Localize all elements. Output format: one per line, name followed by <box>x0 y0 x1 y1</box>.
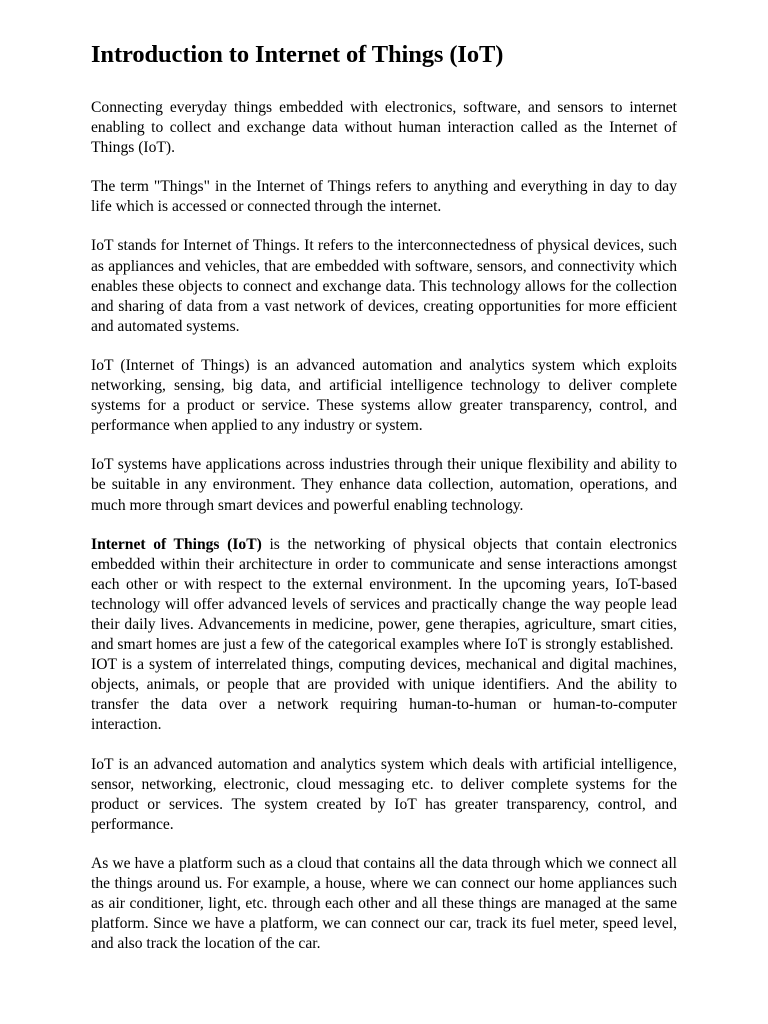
paragraph-networking-objects-text: is the networking of physical objects that contain electronics embedded within their architecture in order to communicate and sense interactions amongst each other or with respect to the external environment. In the upcoming years, IoT-based technology will offer advanced levels of services and practically change the way people lead their daily lives. Advancements in medicine, power, gene therapies, agriculture, smart cities, and smart homes are just a few of the categorical examples where IoT is strongly established. <box>91 535 677 654</box>
paragraph-things-term: The term "Things" in the Internet of Things refers to anything and everything in day to day life which is accessed or connected through the internet. <box>91 178 677 216</box>
paragraph-automation-analytics: IoT (Internet of Things) is an advanced automation and analytics system which exploits networking, sensing, big data, and artificial intelligence technology to deliver complete systems for a product or service. These systems allow greater transparency, control, and performance when applied to any industry or system. <box>91 356 677 435</box>
page-title: Introduction to Internet of Things (IoT) <box>91 41 504 68</box>
paragraph-definition: Connecting everyday things embedded with electronics, software, and sensors to internet enabling to collect and exchange data without human interaction called as the Internet of Things (IoT). <box>91 99 677 157</box>
bold-lead-term: Internet of Things (IoT) <box>91 535 262 553</box>
paragraph-networking-objects <box>91 535 677 656</box>
paragraph-advanced-automation: IoT is an advanced automation and analytics system which deals with artificial intelligence, sensor, networking, electronic, cloud messaging etc. to deliver complete systems for the product or services. The system created by IoT has greater transparency, control, and performance. <box>91 755 677 833</box>
paragraph-applications: IoT systems have applications across industries through their unique flexibility and ability to be suitable in any environment. They enhance data collection, automation, operations, and much more through smart devices and powerful enabling technology. <box>91 456 677 514</box>
paragraph-iot-stands-for: IoT stands for Internet of Things. It refers to the interconnectedness of physical devices, such as appliances and vehicles, that are embedded with software, sensors, and connectivity which enables these objects to connect and exchange data. This technology allows for the collection and sharing of data from a vast network of devices, creating opportunities for more efficient and automated systems. <box>91 237 677 335</box>
paragraph-cloud-platform: As we have a platform such as a cloud that contains all the data through which we connect all the things around us. For example, a house, where we can connect our home appliances such as air conditioner, light, etc. through each other and all these things are managed at the same platform. Since we have a platform, we can connect our car, track its fuel meter, speed level, and also track the location of the car. <box>91 854 677 953</box>
paragraph-interrelated-system: IOT is a system of interrelated things, computing devices, mechanical and digital machines, objects, animals, or people that are provided with unique identifiers. And the ability to transfer the data over a network requiring human-to-human or human-to-computer interaction. <box>91 656 677 734</box>
